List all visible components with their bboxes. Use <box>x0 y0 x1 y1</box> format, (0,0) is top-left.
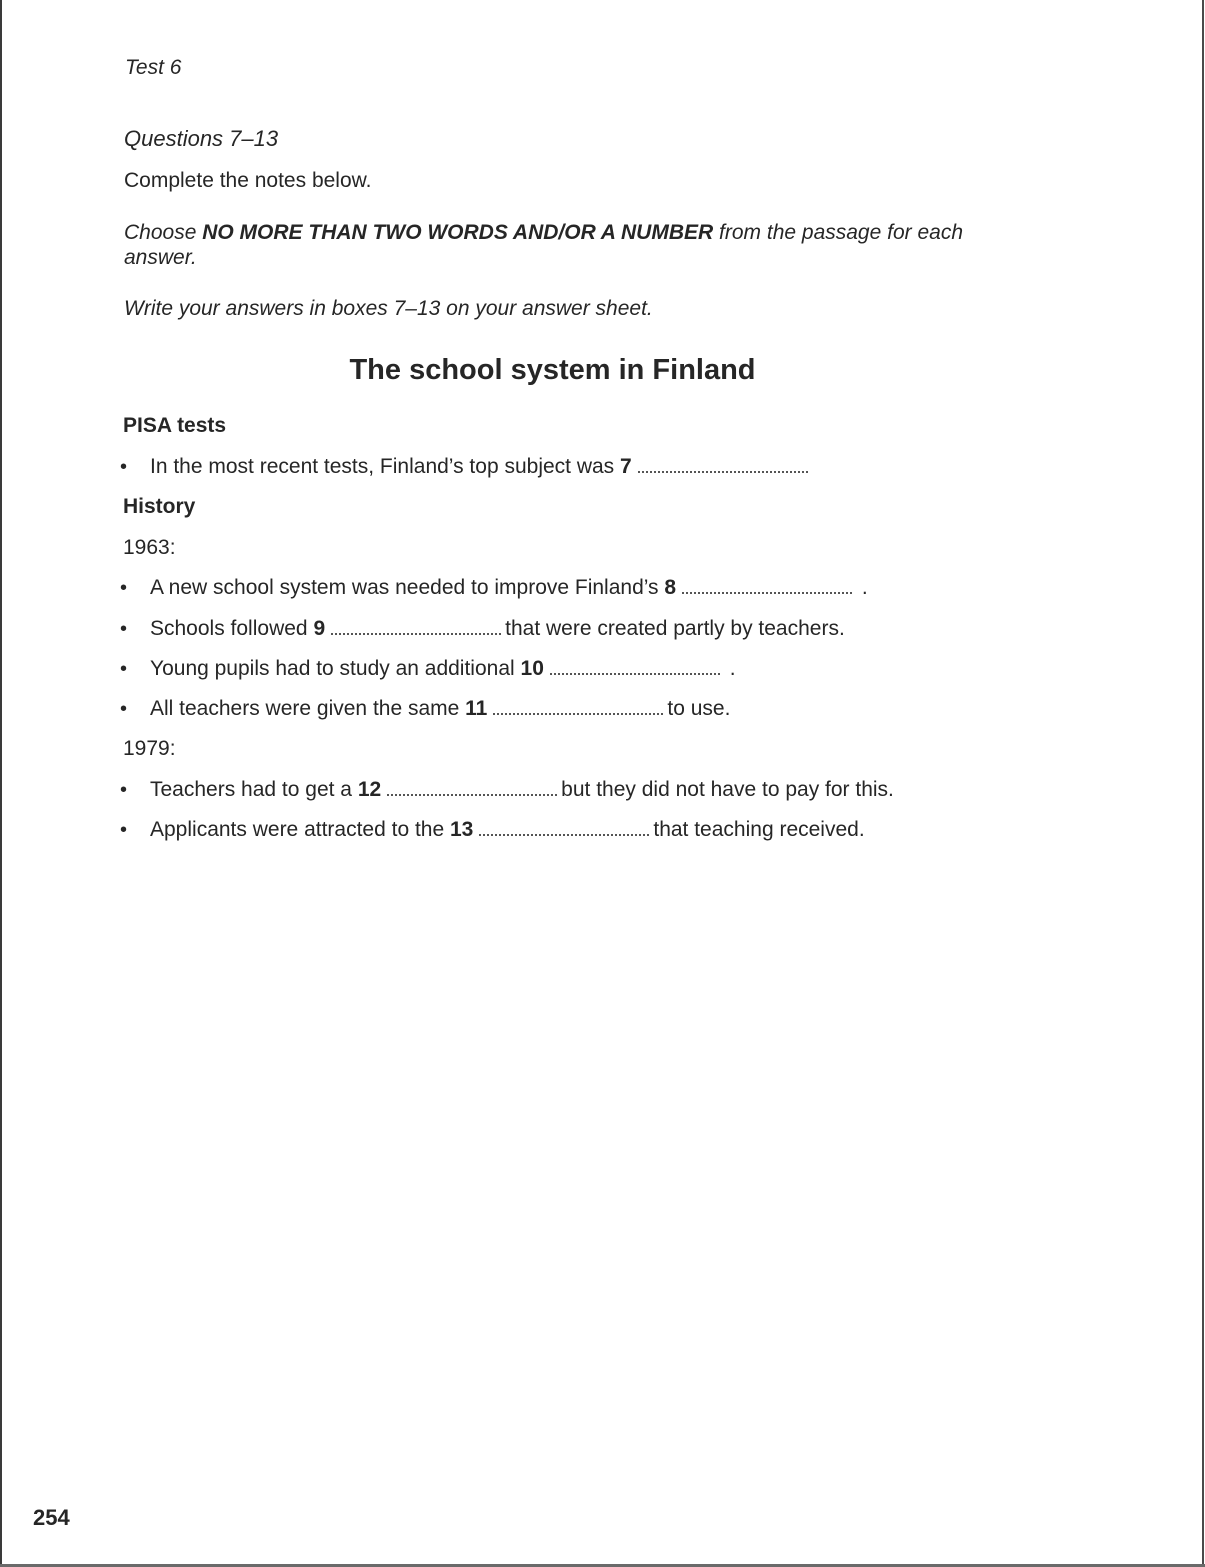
question-text-before: In the most recent tests, Finland’s top subject was <box>150 455 621 478</box>
instruction-write: Write your answers in boxes 7–13 on your answer sheet. <box>124 297 653 320</box>
year-label-1963: 1963: <box>123 536 176 559</box>
answer-blank-8[interactable] <box>682 586 852 594</box>
bullet-icon: • <box>120 779 128 801</box>
notes-title: The school system in Finland <box>349 354 756 386</box>
page-edge-right <box>1202 0 1204 1567</box>
answer-blank-7[interactable] <box>638 465 808 473</box>
question-text-before: A new school system was needed to improve Finland’s <box>150 576 665 599</box>
bullet-icon: • <box>120 698 128 720</box>
question-item-9 <box>120 617 845 641</box>
section-heading-pisa: PISA tests <box>123 414 227 437</box>
question-text-before: All teachers were given the same <box>150 697 466 720</box>
bullet-icon: • <box>120 577 128 599</box>
question-number: 13 <box>450 818 474 841</box>
bullet-icon: • <box>120 658 128 680</box>
instruction-choose-prefix: Choose <box>124 221 203 244</box>
question-number: 10 <box>520 657 544 680</box>
question-text-after: to use. <box>667 697 731 720</box>
question-item-13 <box>120 818 865 842</box>
question-text-after: . <box>856 576 868 599</box>
instruction-choose <box>124 220 984 270</box>
page-edge-left <box>0 0 2 1567</box>
section-heading-history: History <box>123 495 196 518</box>
question-text-before: Applicants were attracted to the <box>150 818 450 841</box>
question-text-before: Teachers had to get a <box>150 778 358 801</box>
page-number: 254 <box>33 1505 70 1530</box>
question-text-before: Young pupils had to study an additional <box>150 657 521 680</box>
answer-blank-12[interactable] <box>387 788 557 796</box>
question-number: 11 <box>465 697 488 720</box>
question-text-after: that were created partly by teachers. <box>505 617 845 640</box>
instruction-choose-emphasis: NO MORE THAN TWO WORDS AND/OR A NUMBER <box>202 221 714 244</box>
answer-blank-9[interactable] <box>331 627 501 635</box>
question-number: 12 <box>357 778 382 801</box>
instruction-complete: Complete the notes below. <box>124 169 372 192</box>
answer-blank-13[interactable] <box>479 828 649 836</box>
question-text-before: Schools followed <box>150 617 314 640</box>
question-item-8 <box>120 576 868 600</box>
answer-blank-10[interactable] <box>550 667 720 675</box>
question-text-after: . <box>723 657 736 680</box>
year-label-1979: 1979: <box>123 737 176 760</box>
bullet-icon: • <box>120 456 128 478</box>
question-text-after: that teaching received. <box>653 818 865 841</box>
bullet-icon: • <box>120 819 128 841</box>
question-number: 8 <box>664 576 677 599</box>
question-text-after: but they did not have to pay for this. <box>561 778 894 801</box>
question-item-12 <box>120 778 894 802</box>
question-item-11 <box>120 697 730 721</box>
question-item-7 <box>120 455 812 479</box>
questions-heading: Questions 7–13 <box>124 126 279 151</box>
question-number: 9 <box>313 617 326 640</box>
test-header: Test 6 <box>125 56 182 79</box>
instruction-choose-suffix: from the passage for each answer. <box>124 221 963 269</box>
question-item-10 <box>120 657 736 681</box>
answer-blank-11[interactable] <box>493 707 663 715</box>
question-number: 7 <box>620 455 632 478</box>
bullet-icon: • <box>120 618 128 640</box>
